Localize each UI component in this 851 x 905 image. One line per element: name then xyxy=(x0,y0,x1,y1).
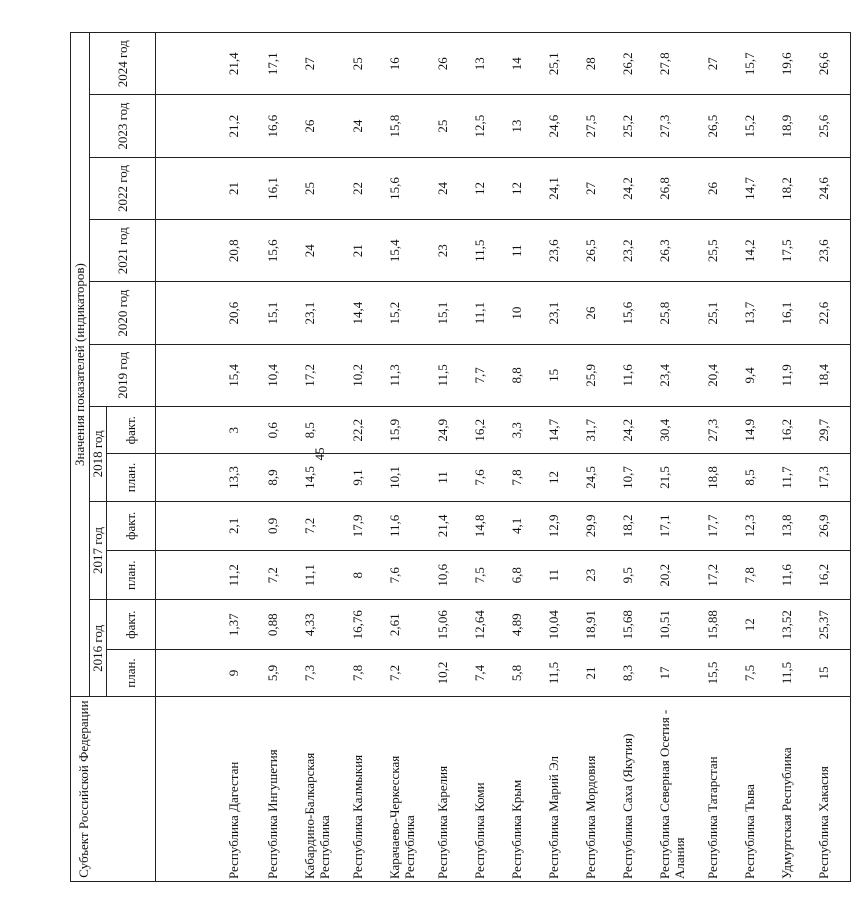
value-cell: 26,9 xyxy=(813,501,851,550)
value-cell: 0,88 xyxy=(262,600,299,649)
value-cell: 21 xyxy=(580,649,617,696)
value-cell: 9,1 xyxy=(336,454,384,501)
year-2016-header: 2016 год xyxy=(90,600,107,697)
year-2020-header: 2020 год xyxy=(90,282,156,344)
value-cell: 23,2 xyxy=(617,220,654,282)
value-cell: 11,5 xyxy=(543,649,580,696)
value-cell: 14 xyxy=(506,33,543,96)
value-cell: 12 xyxy=(506,157,543,219)
plan-2016-header: план. xyxy=(107,649,156,696)
value-cell: 7,2 xyxy=(262,551,299,600)
value-cell: 10,04 xyxy=(543,600,580,649)
value-cell: 15,5 xyxy=(691,649,739,696)
value-cell: 15,2 xyxy=(384,282,421,344)
value-cell: 26,2 xyxy=(617,33,654,96)
value-cell: 24,9 xyxy=(421,407,469,454)
value-cell: 26,5 xyxy=(691,95,739,157)
value-cell: 18,2 xyxy=(617,501,654,550)
subject-name-cell: Республика Хакасия xyxy=(813,697,851,882)
value-cell: 16,1 xyxy=(262,157,299,219)
value-cell: 21,4 xyxy=(421,501,469,550)
value-cell: 5,8 xyxy=(506,649,543,696)
value-cell: 26,8 xyxy=(654,157,691,219)
value-cell: 14,2 xyxy=(739,220,776,282)
value-cell: 26 xyxy=(691,157,739,219)
value-cell: 15,6 xyxy=(384,157,421,219)
page-number: 45 xyxy=(312,447,327,461)
value-cell: 17,7 xyxy=(691,501,739,550)
value-cell: 15,4 xyxy=(156,344,263,406)
value-cell: 11,1 xyxy=(299,551,336,600)
value-cell: 0,6 xyxy=(262,407,299,454)
value-cell: 11,7 xyxy=(776,454,813,501)
value-cell: 26 xyxy=(299,95,336,157)
value-cell: 18,8 xyxy=(691,454,739,501)
subject-name-cell: Кабардино-Балкарская Республика xyxy=(299,697,336,882)
value-cell: 14,7 xyxy=(543,407,580,454)
value-cell: 27 xyxy=(299,33,336,96)
value-cell: 4,1 xyxy=(506,501,543,550)
value-cell: 9 xyxy=(156,649,263,696)
value-cell: 11,1 xyxy=(469,282,506,344)
value-cell: 15,1 xyxy=(421,282,469,344)
value-cell: 17,1 xyxy=(654,501,691,550)
subject-name-cell: Удмуртская Республика xyxy=(776,697,813,882)
value-cell: 8,3 xyxy=(617,649,654,696)
table-row xyxy=(506,33,543,882)
value-cell: 10 xyxy=(506,282,543,344)
subject-name-cell: Республика Карелия xyxy=(421,697,469,882)
value-cell: 9,4 xyxy=(739,344,776,406)
subject-name-cell: Республика Северная Осетия - Алания xyxy=(654,697,691,882)
value-cell: 5,9 xyxy=(262,649,299,696)
value-cell: 15,9 xyxy=(384,407,421,454)
subject-name-cell: Республика Татарстан xyxy=(691,697,739,882)
value-cell: 15 xyxy=(543,344,580,406)
value-cell: 13,7 xyxy=(739,282,776,344)
value-cell: 4,33 xyxy=(299,600,336,649)
value-cell: 15,7 xyxy=(739,33,776,96)
subject-name-cell: Республика Марий Эл xyxy=(543,697,580,882)
value-cell: 11,6 xyxy=(384,501,421,550)
value-cell: 15,2 xyxy=(739,95,776,157)
value-cell: 10,7 xyxy=(617,454,654,501)
value-cell: 12,3 xyxy=(739,501,776,550)
value-cell: 15,1 xyxy=(262,282,299,344)
value-cell: 14,5 xyxy=(299,454,336,501)
value-cell: 25,1 xyxy=(691,282,739,344)
value-cell: 16,76 xyxy=(336,600,384,649)
value-cell: 10,2 xyxy=(421,649,469,696)
value-cell: 15 xyxy=(813,649,851,696)
value-cell: 7,6 xyxy=(469,454,506,501)
value-cell: 27,5 xyxy=(580,95,617,157)
value-cell: 27 xyxy=(580,157,617,219)
value-cell: 29,7 xyxy=(813,407,851,454)
value-cell: 13,8 xyxy=(776,501,813,550)
value-cell: 25,9 xyxy=(580,344,617,406)
value-cell: 25,5 xyxy=(691,220,739,282)
value-cell: 11 xyxy=(506,220,543,282)
value-cell: 23,4 xyxy=(654,344,691,406)
value-cell: 2,1 xyxy=(156,501,263,550)
value-cell: 16,1 xyxy=(776,282,813,344)
value-cell: 11,6 xyxy=(617,344,654,406)
value-cell: 18,4 xyxy=(813,344,851,406)
value-cell: 25 xyxy=(299,157,336,219)
fact-2018-header: факт. xyxy=(107,407,156,454)
value-cell: 21,5 xyxy=(654,454,691,501)
value-cell: 16,6 xyxy=(262,95,299,157)
table-row xyxy=(262,33,299,882)
plan-2018-header: план. xyxy=(107,454,156,501)
subject-name-cell: Республика Крым xyxy=(506,697,543,882)
table-row xyxy=(421,33,469,882)
value-cell: 23,6 xyxy=(543,220,580,282)
value-cell: 28 xyxy=(580,33,617,96)
value-cell: 11,6 xyxy=(776,551,813,600)
value-cell: 17,3 xyxy=(813,454,851,501)
value-cell: 21 xyxy=(336,220,384,282)
table-row xyxy=(617,33,654,882)
value-cell: 18,9 xyxy=(776,95,813,157)
value-cell: 7,2 xyxy=(299,501,336,550)
value-cell: 14,4 xyxy=(336,282,384,344)
table-body xyxy=(156,33,851,882)
value-cell: 25,6 xyxy=(813,95,851,157)
value-cell: 4,89 xyxy=(506,600,543,649)
value-cell: 29,9 xyxy=(580,501,617,550)
subject-name-cell: Республика Калмыкия xyxy=(336,697,384,882)
table-row xyxy=(739,33,776,882)
value-cell: 15,8 xyxy=(384,95,421,157)
value-cell: 27 xyxy=(691,33,739,96)
subject-name-cell: Республика Коми xyxy=(469,697,506,882)
value-cell: 3 xyxy=(156,407,263,454)
value-cell: 20,6 xyxy=(156,282,263,344)
value-cell: 17,9 xyxy=(336,501,384,550)
value-cell: 19,6 xyxy=(776,33,813,96)
value-cell: 25 xyxy=(336,33,384,96)
table-row xyxy=(384,33,421,882)
value-cell: 20,2 xyxy=(654,551,691,600)
value-cell: 18,91 xyxy=(580,600,617,649)
value-cell: 25,8 xyxy=(654,282,691,344)
value-cell: 7,8 xyxy=(336,649,384,696)
value-cell: 8,5 xyxy=(299,407,336,454)
value-cell: 11,2 xyxy=(156,551,263,600)
value-cell: 24,5 xyxy=(580,454,617,501)
table-row xyxy=(336,33,384,882)
value-cell: 11 xyxy=(421,454,469,501)
value-cell: 10,4 xyxy=(262,344,299,406)
value-cell: 6,8 xyxy=(506,551,543,600)
value-cell: 12,5 xyxy=(469,95,506,157)
value-cell: 30,4 xyxy=(654,407,691,454)
value-cell: 27,3 xyxy=(654,95,691,157)
value-cell: 22,2 xyxy=(336,407,384,454)
indicators-table xyxy=(70,32,851,882)
value-cell: 17 xyxy=(654,649,691,696)
value-cell: 15,68 xyxy=(617,600,654,649)
value-cell: 7,6 xyxy=(384,551,421,600)
value-cell: 12 xyxy=(469,157,506,219)
value-cell: 16,2 xyxy=(776,407,813,454)
value-cell: 26,5 xyxy=(580,220,617,282)
value-cell: 24 xyxy=(421,157,469,219)
value-cell: 14,8 xyxy=(469,501,506,550)
year-2023-header: 2023 год xyxy=(90,95,156,157)
table-row xyxy=(654,33,691,882)
value-cell: 18,2 xyxy=(776,157,813,219)
value-cell: 16 xyxy=(384,33,421,96)
value-cell: 24 xyxy=(336,95,384,157)
table-row xyxy=(299,33,336,882)
value-cell: 0,9 xyxy=(262,501,299,550)
table-row xyxy=(543,33,580,882)
value-cell: 10,2 xyxy=(336,344,384,406)
value-cell: 3,3 xyxy=(506,407,543,454)
value-cell: 21,4 xyxy=(156,33,263,96)
subject-name-cell: Республика Дагестан xyxy=(156,697,263,882)
year-2024-header: 2024 год xyxy=(90,33,156,96)
value-cell: 26,6 xyxy=(813,33,851,96)
value-cell: 8 xyxy=(336,551,384,600)
value-cell: 7,8 xyxy=(506,454,543,501)
table-row xyxy=(156,33,263,882)
value-cell: 8,9 xyxy=(262,454,299,501)
subject-name-cell: Республика Саха (Якутия) xyxy=(617,697,654,882)
value-cell: 16,2 xyxy=(469,407,506,454)
value-cell: 26 xyxy=(421,33,469,96)
fact-2017-header: факт. xyxy=(107,501,156,550)
indicators-group-header: Значения показателей (индикаторов) xyxy=(71,33,90,697)
value-cell: 7,5 xyxy=(739,649,776,696)
year-2022-header: 2022 год xyxy=(90,157,156,219)
value-cell: 24,2 xyxy=(617,157,654,219)
table-row xyxy=(580,33,617,882)
value-cell: 24,2 xyxy=(617,407,654,454)
value-cell: 24,1 xyxy=(543,157,580,219)
value-cell: 8,8 xyxy=(506,344,543,406)
value-cell: 10,51 xyxy=(654,600,691,649)
subject-name-cell: Карачаево-Черкесская Республика xyxy=(384,697,421,882)
value-cell: 14,9 xyxy=(739,407,776,454)
value-cell: 23,1 xyxy=(299,282,336,344)
value-cell: 25,2 xyxy=(617,95,654,157)
value-cell: 13 xyxy=(469,33,506,96)
value-cell: 25,37 xyxy=(813,600,851,649)
value-cell: 10,6 xyxy=(421,551,469,600)
value-cell: 8,5 xyxy=(739,454,776,501)
value-cell: 17,2 xyxy=(299,344,336,406)
value-cell: 22,6 xyxy=(813,282,851,344)
value-cell: 2,61 xyxy=(384,600,421,649)
rotated-table-container xyxy=(70,32,831,882)
value-cell: 1,37 xyxy=(156,600,263,649)
value-cell: 12 xyxy=(739,600,776,649)
subject-name-cell: Республика Ингушетия xyxy=(262,697,299,882)
value-cell: 7,7 xyxy=(469,344,506,406)
value-cell: 23,1 xyxy=(543,282,580,344)
value-cell: 15,88 xyxy=(691,600,739,649)
value-cell: 7,2 xyxy=(384,649,421,696)
value-cell: 16,2 xyxy=(813,551,851,600)
value-cell: 7,5 xyxy=(469,551,506,600)
value-cell: 17,1 xyxy=(262,33,299,96)
value-cell: 24 xyxy=(299,220,336,282)
value-cell: 12,9 xyxy=(543,501,580,550)
value-cell: 12 xyxy=(543,454,580,501)
fact-2016-header: факт. xyxy=(107,600,156,649)
value-cell: 26,3 xyxy=(654,220,691,282)
year-2017-header: 2017 год xyxy=(90,501,107,600)
subject-name-cell: Республика Мордовия xyxy=(580,697,617,882)
table-row xyxy=(813,33,851,882)
value-cell: 17,5 xyxy=(776,220,813,282)
plan-2017-header: план. xyxy=(107,551,156,600)
value-cell: 7,4 xyxy=(469,649,506,696)
table-row xyxy=(469,33,506,882)
value-cell: 11,5 xyxy=(421,344,469,406)
value-cell: 25 xyxy=(421,95,469,157)
value-cell: 31,7 xyxy=(580,407,617,454)
value-cell: 11,9 xyxy=(776,344,813,406)
value-cell: 11,3 xyxy=(384,344,421,406)
value-cell: 12,64 xyxy=(469,600,506,649)
value-cell: 14,7 xyxy=(739,157,776,219)
table-row xyxy=(776,33,813,882)
value-cell: 15,4 xyxy=(384,220,421,282)
subject-column-header: Субъект Российской Федерации xyxy=(71,697,156,882)
table-row xyxy=(691,33,739,882)
value-cell: 24,6 xyxy=(813,157,851,219)
value-cell: 26 xyxy=(580,282,617,344)
year-2019-header: 2019 год xyxy=(90,344,156,406)
value-cell: 15,6 xyxy=(262,220,299,282)
value-cell: 23 xyxy=(580,551,617,600)
value-cell: 13,3 xyxy=(156,454,263,501)
value-cell: 21 xyxy=(156,157,263,219)
value-cell: 20,4 xyxy=(691,344,739,406)
value-cell: 15,06 xyxy=(421,600,469,649)
value-cell: 21,2 xyxy=(156,95,263,157)
value-cell: 11,5 xyxy=(469,220,506,282)
value-cell: 27,3 xyxy=(691,407,739,454)
value-cell: 15,6 xyxy=(617,282,654,344)
subject-name-cell: Республика Тыва xyxy=(739,697,776,882)
year-2021-header: 2021 год xyxy=(90,220,156,282)
year-2018-header: 2018 год xyxy=(90,407,107,502)
value-cell: 10,1 xyxy=(384,454,421,501)
value-cell: 11,5 xyxy=(776,649,813,696)
value-cell: 9,5 xyxy=(617,551,654,600)
value-cell: 13,52 xyxy=(776,600,813,649)
value-cell: 22 xyxy=(336,157,384,219)
value-cell: 7,8 xyxy=(739,551,776,600)
value-cell: 11 xyxy=(543,551,580,600)
value-cell: 24,6 xyxy=(543,95,580,157)
value-cell: 23 xyxy=(421,220,469,282)
value-cell: 23,6 xyxy=(813,220,851,282)
value-cell: 25,1 xyxy=(543,33,580,96)
value-cell: 7,3 xyxy=(299,649,336,696)
value-cell: 20,8 xyxy=(156,220,263,282)
value-cell: 13 xyxy=(506,95,543,157)
value-cell: 17,2 xyxy=(691,551,739,600)
document-footer xyxy=(0,776,2,856)
value-cell: 27,8 xyxy=(654,33,691,96)
